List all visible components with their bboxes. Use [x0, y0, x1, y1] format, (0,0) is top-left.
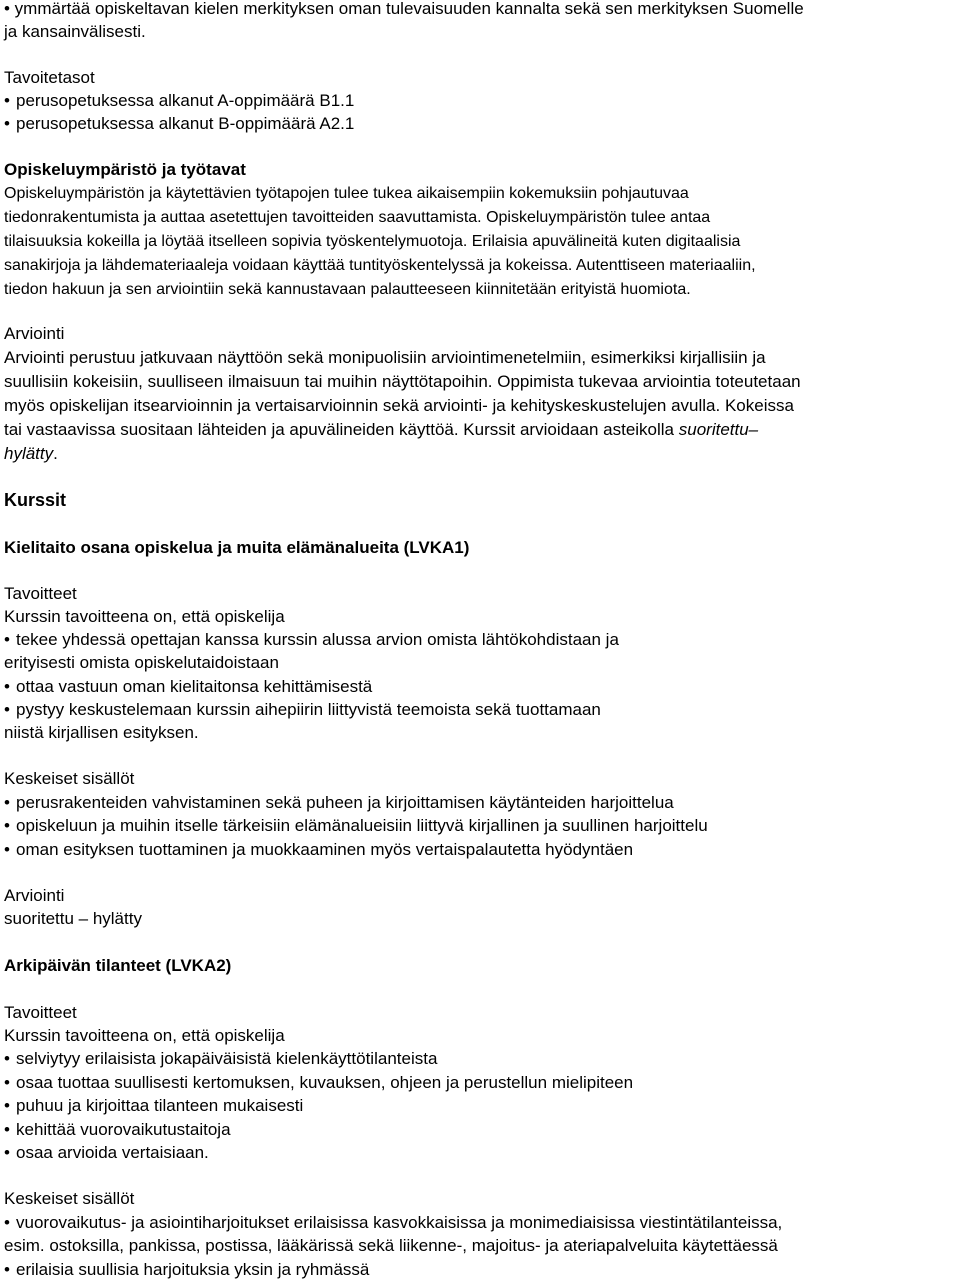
course-title-lvka1: Kielitaito osana opiskelua ja muita elämänalueita (LVKA1) [4, 538, 470, 557]
list-item: • osaa arvioida vertaisiaan. [4, 1143, 209, 1162]
list-item: • perusopetuksessa alkanut A-oppimäärä B1.1 [4, 91, 355, 110]
list-item: • selviytyy erilaisista jokapäiväisistä kielenkäyttötilanteista [4, 1049, 438, 1068]
list-item: • pystyy keskustelemaan kurssin aihepiirin liittyvistä teemoista sekä tuottamaan [4, 700, 601, 719]
paragraph-line: sanakirjoja ja lähdemateriaaleja voidaan käyttää tuntityöskentelyssä ja kokeissa. Autenttiseen materiaaliin, [4, 257, 756, 274]
list-item-text: opiskeluun ja muihin itselle tärkeisiin elämänalueisiin liittyvä kirjallinen ja suullinen harjoittelu [16, 816, 708, 835]
list-item: • puhuu ja kirjoittaa tilanteen mukaisesti [4, 1096, 304, 1115]
opiskeluymparisto-heading: Opiskeluympäristö ja työtavat [4, 160, 246, 179]
paragraph-text: tai vastaavissa suositaan lähteiden ja apuvälineiden käyttöä. Kurssit arvioidaan asteikolla [4, 420, 679, 439]
course-title-lvka2: Arkipäivän tilanteet (LVKA2) [4, 956, 232, 975]
list-item: • tekee yhdessä opettajan kanssa kurssin alussa arvion omista lähtökohdistaan ja [4, 630, 619, 649]
list-item-text: perusopetuksessa alkanut A-oppimäärä B1.1 [16, 91, 355, 110]
list-item: • vuorovaikutus- ja asiointiharjoitukset erilaisissa kasvokkaisissa ja monimediaisissa viestintätilanteissa, [4, 1213, 783, 1232]
italic-text: hylätty [4, 444, 54, 463]
intro-line-1: • ymmärtää opiskeltavan kielen merkityksen oman tulevaisuuden kannalta sekä sen merkityksen Suomelle [4, 0, 804, 18]
course-intro: Kurssin tavoitteena on, että opiskelija [4, 1026, 285, 1045]
list-item-text: perusrakenteiden vahvistaminen sekä puheen ja kirjoittamisen käytänteiden harjoittelua [16, 793, 674, 812]
list-item: • ottaa vastuun oman kielitaitonsa kehittämisestä [4, 677, 373, 696]
list-item-text: perusopetuksessa alkanut B-oppimäärä A2.1 [16, 114, 355, 133]
list-item-text: kehittää vuorovaikutustaitoja [16, 1120, 231, 1139]
paragraph-line: suullisiin kokeisiin, suulliseen ilmaisuun tai muihin näyttötapoihin. Oppimista tukevaa arviointia toteutetaan [4, 372, 801, 391]
arviointi-heading: Arviointi [4, 324, 65, 343]
kurssit-heading: Kurssit [4, 490, 67, 510]
italic-text: suoritettu– [678, 420, 759, 439]
list-item-text: oman esityksen tuottaminen ja muokkaaminen myös vertaispalautetta hyödyntäen [16, 840, 634, 859]
list-item: • perusrakenteiden vahvistaminen sekä puheen ja kirjoittamisen käytänteiden harjoittelua [4, 793, 674, 812]
paragraph-line: Arviointi perustuu jatkuvaan näyttöön sekä monipuolisiin arviointimenetelmiin, esimerkiksi kirjallisiin ja [4, 348, 766, 367]
list-item: • oman esityksen tuottaminen ja muokkaaminen myös vertaispalautetta hyödyntäen [4, 840, 634, 859]
paragraph-line: myös opiskelijan itsearvioinnin ja vertaisarvioinnin sekä arviointi- ja kehityskeskustelujen avulla. Kokeissa [4, 396, 794, 415]
list-item-text: puhuu ja kirjoittaa tilanteen mukaisesti [16, 1096, 304, 1115]
list-item-text: erilaisia suullisia harjoituksia yksin ja ryhmässä [16, 1260, 370, 1279]
list-item-text: selviytyy erilaisista jokapäiväisistä kielenkäyttötilanteista [16, 1049, 438, 1068]
list-item-continuation: esim. ostoksilla, pankissa, postissa, lääkärissä sekä liikenne-, majoitus- ja ateriapalveluita käytettäessä [4, 1236, 778, 1255]
paragraph-line [4, 442, 58, 465]
list-item-text: pystyy keskustelemaan kurssin aihepiirin liittyvistä teemoista sekä tuottamaan [16, 700, 601, 719]
paragraph-line: tiedon hakuun ja sen arviointiin sekä kannustavaan palautteeseen kiinnitetään erityistä huomiota. [4, 281, 691, 298]
paragraph-line: tilaisuuksia kokeilla ja löytää itselleen sopivia työskentelymuotoja. Erilaisia apuvälineitä kuten digitaalisia [4, 233, 741, 250]
paragraph-text: . [53, 444, 58, 463]
list-item: • perusopetuksessa alkanut B-oppimäärä A2.1 [4, 114, 355, 133]
list-item-text: vuorovaikutus- ja asiointiharjoitukset erilaisissa kasvokkaisissa ja monimediaisissa viestintätilanteissa, [16, 1213, 783, 1232]
paragraph-line: Opiskeluympäristön ja käytettävien työtapojen tulee tukea aikaisempiin kokemuksiin pohjautuvaa [4, 185, 689, 202]
list-item: • opiskeluun ja muihin itselle tärkeisiin elämänalueisiin liittyvä kirjallinen ja suullinen harjoittelu [4, 816, 708, 835]
paragraph-line: tiedonrakentumista ja auttaa asetettujen tavoitteiden saavuttamista. Opiskeluympäristön tulee antaa [4, 209, 711, 226]
list-item-continuation: erityisesti omista opiskelutaidoistaan [4, 653, 279, 672]
tavoitteet-heading: Tavoitteet [4, 584, 77, 603]
sisallot-heading: Keskeiset sisällöt [4, 1189, 135, 1208]
course-intro: Kurssin tavoitteena on, että opiskelija [4, 607, 285, 626]
list-item-continuation: niistä kirjallisen esityksen. [4, 723, 199, 742]
tavoitteet-heading: Tavoitteet [4, 1003, 77, 1022]
list-item-text: osaa tuottaa suullisesti kertomuksen, kuvauksen, ohjeen ja perustellun mielipiteen [16, 1073, 634, 1092]
list-item-text: ottaa vastuun oman kielitaitonsa kehittämisestä [16, 677, 373, 696]
list-item: • osaa tuottaa suullisesti kertomuksen, kuvauksen, ohjeen ja perustellun mielipiteen [4, 1073, 634, 1092]
list-item-text: tekee yhdessä opettajan kanssa kurssin alussa arvion omista lähtökohdistaan ja [16, 630, 619, 649]
paragraph-line [4, 418, 758, 441]
intro-line-2: ja kansainvälisesti. [4, 22, 146, 41]
arviointi-scale: suoritettu – hylätty [4, 909, 142, 928]
tavoitetasot-heading: Tavoitetasot [4, 68, 95, 87]
arviointi-heading: Arviointi [4, 886, 65, 905]
sisallot-heading: Keskeiset sisällöt [4, 769, 135, 788]
list-item-text: osaa arvioida vertaisiaan. [16, 1143, 209, 1162]
list-item: • erilaisia suullisia harjoituksia yksin ja ryhmässä [4, 1260, 370, 1279]
list-item: • kehittää vuorovaikutustaitoja [4, 1120, 231, 1139]
